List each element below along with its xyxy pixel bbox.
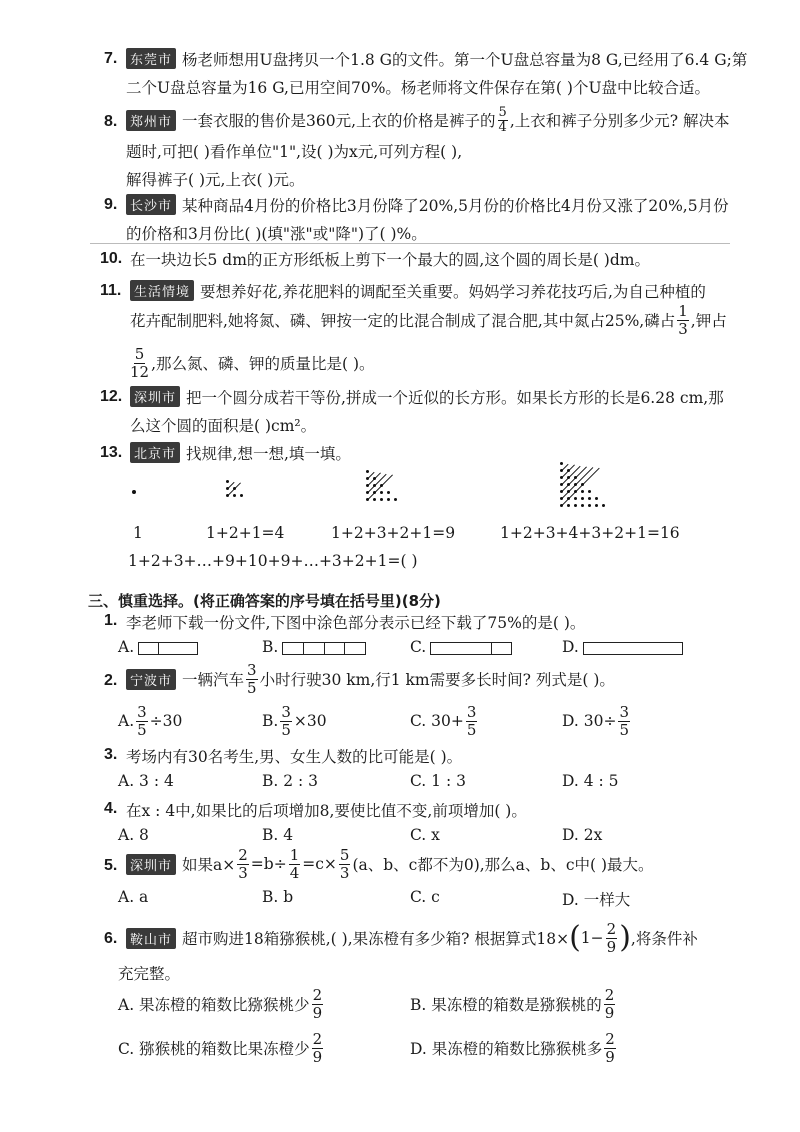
region-tag: 宁波市 xyxy=(126,669,176,690)
dot xyxy=(380,491,383,494)
option-label: A. xyxy=(118,638,135,656)
dot xyxy=(567,504,570,507)
question-11 xyxy=(130,280,706,302)
pattern-label: 1+2+1=4 xyxy=(206,524,285,542)
progress-bar-c xyxy=(430,642,512,655)
dot xyxy=(602,504,605,507)
option-text: 30÷ xyxy=(583,712,617,730)
option-text: ÷30 xyxy=(149,712,183,730)
question-8 xyxy=(126,104,729,136)
dot xyxy=(373,498,376,501)
dot xyxy=(588,504,591,507)
question-text: 1− xyxy=(580,929,604,947)
question-7 xyxy=(126,48,747,70)
fraction: $\frac{3}{5}$ xyxy=(281,702,291,739)
fraction: $\frac{2}{9}$ xyxy=(604,985,615,1022)
question-text: 小时行驶30 km,行1 km需要多长时间? 列式是( )。 xyxy=(259,671,615,689)
option-label: C. xyxy=(410,638,427,656)
fraction: $\frac{3}{5}$ xyxy=(247,660,257,697)
divider xyxy=(90,243,730,244)
question-text: 考场内有30名考生,男、女生人数的比可能是( )。 xyxy=(126,748,463,766)
option-d[interactable] xyxy=(562,638,683,656)
question-number: 11. xyxy=(100,282,122,299)
region-tag: 深圳市 xyxy=(130,386,180,407)
question-number: 3. xyxy=(104,746,118,763)
progress-bar-b xyxy=(282,642,366,655)
question-text: =c× xyxy=(302,855,337,873)
dot xyxy=(588,497,591,500)
question-text: =b÷ xyxy=(250,855,287,873)
paren-left: ( xyxy=(569,920,581,955)
question-12 xyxy=(130,386,724,408)
question-5 xyxy=(126,846,654,882)
question-text-row xyxy=(128,344,375,382)
dot xyxy=(380,498,383,501)
question-text: 一辆汽车 xyxy=(182,671,245,689)
question-text: 的价格和3月份比( )(填"涨"或"降")了( )%。 xyxy=(126,225,427,243)
question-text: ,将条件补 xyxy=(630,930,698,948)
question-text: 在x : 4中,如果比的后项增加8,要使比值不变,前项增加( )。 xyxy=(126,802,527,820)
option-d[interactable]: D. 4 : 5 xyxy=(562,772,619,790)
option-c[interactable]: C. c xyxy=(410,888,440,906)
question-text: 如果a× xyxy=(182,856,236,874)
dot xyxy=(240,494,243,497)
question-text: 么这个圆的面积是( )cm²。 xyxy=(130,417,317,435)
section-title: 三、慎重选择。(将正确答案的序号填在括号里)(8分) xyxy=(88,592,441,610)
region-tag: 长沙市 xyxy=(126,194,176,215)
option-label: B. xyxy=(262,638,279,656)
dot xyxy=(233,494,236,497)
option-c[interactable]: C. x xyxy=(410,826,440,844)
pattern-question: 1+2+3+…+9+10+9+…+3+2+1=( ) xyxy=(128,552,418,570)
question-text: 题时,可把( )看作单位"1",设( )为x元,可列方程( ), xyxy=(126,143,463,161)
option-text: B. 果冻橙的箱数是猕猴桃的 xyxy=(410,996,602,1014)
question-text: ,那么氮、磷、钾的质量比是( )。 xyxy=(151,355,375,373)
option-d[interactable] xyxy=(562,703,632,739)
question-text: ,上衣和裤子分别多少元? 解决本 xyxy=(509,112,730,130)
question-text: 李老师下载一份文件,下图中涂色部分表示已经下载了75%的是( )。 xyxy=(126,614,586,632)
dot-pattern-4 xyxy=(560,462,616,518)
fraction: $\frac{1}{4}$ xyxy=(289,845,300,882)
option-c[interactable] xyxy=(410,703,479,739)
question-number: 9. xyxy=(104,196,118,213)
question-9 xyxy=(126,194,729,216)
question-number: 7. xyxy=(104,50,118,67)
question-number: 4. xyxy=(104,800,118,817)
fraction: $\frac{1}{3}$ xyxy=(678,301,688,338)
dot xyxy=(387,498,390,501)
option-b[interactable]: B. 4 xyxy=(262,826,294,844)
option-b[interactable]: B. b xyxy=(262,888,294,906)
option-d[interactable] xyxy=(410,1030,618,1066)
region-tag: 深圳市 xyxy=(126,854,176,875)
dot xyxy=(574,504,577,507)
option-a[interactable]: A. a xyxy=(118,888,149,906)
question-text: 把一个圆分成若干等份,拼成一个近似的长方形。如果长方形的长是6.28 cm,那 xyxy=(186,389,724,407)
option-b[interactable] xyxy=(410,986,617,1022)
region-tag: 北京市 xyxy=(130,442,180,463)
dot-pattern-3 xyxy=(366,470,406,510)
question-text: 某种商品4月份的价格比3月份降了20%,5月份的价格比4月份又涨了20%,5月份 xyxy=(182,197,729,215)
fraction: $\frac{5}{3}$ xyxy=(339,845,350,882)
option-text: C. 猕猴桃的箱数比果冻橙少 xyxy=(118,1040,310,1058)
dot xyxy=(560,462,563,465)
option-text: A. 果冻橙的箱数比猕猴桃少 xyxy=(118,996,310,1014)
question-number: 1. xyxy=(104,612,118,629)
option-b[interactable] xyxy=(262,638,366,656)
option-a[interactable]: A. 8 xyxy=(118,826,149,844)
pattern-label: 1+2+3+4+3+2+1=16 xyxy=(500,524,680,542)
question-text: 花卉配制肥料,她将氮、磷、钾按一定的比混合制成了混合肥,其中氮占25%,磷占 xyxy=(130,312,676,330)
region-tag: 东莞市 xyxy=(126,48,176,69)
dot xyxy=(394,498,397,501)
dot xyxy=(574,497,577,500)
fraction: $\frac{2}{3}$ xyxy=(238,845,248,882)
option-b[interactable] xyxy=(262,703,327,739)
question-text: 二个U盘总容量为16 G,已用空间70%。杨老师将文件保存在第( )个U盘中比较合适。 xyxy=(126,79,711,97)
dot xyxy=(581,497,584,500)
option-label: D. xyxy=(562,638,579,656)
progress-bar-a xyxy=(138,642,198,655)
question-text: 解得裤子( )元,上衣( )元。 xyxy=(126,171,305,189)
question-number: 5. xyxy=(104,857,118,874)
question-6 xyxy=(126,918,698,958)
dot-pattern-1 xyxy=(130,488,140,498)
question-text: ,钾占 xyxy=(690,312,727,330)
option-b[interactable]: B. 2 : 3 xyxy=(262,772,319,790)
option-label: D. xyxy=(562,712,579,730)
option-a[interactable] xyxy=(118,703,182,739)
question-number: 8. xyxy=(104,113,118,130)
dot xyxy=(581,504,584,507)
option-d[interactable]: D. 2x xyxy=(562,826,603,844)
fraction: $\frac{3}{5}$ xyxy=(137,702,147,739)
fraction: $\frac{3}{5}$ xyxy=(619,702,630,739)
region-tag: 郑州市 xyxy=(126,110,176,131)
fraction: $\frac{2}{9}$ xyxy=(312,1029,323,1066)
region-tag: 鞍山市 xyxy=(126,928,176,949)
dot xyxy=(366,470,369,473)
dot xyxy=(595,497,598,500)
fraction: $\frac{3}{5}$ xyxy=(466,702,477,739)
question-text: (a、b、c都不为0),那么a、b、c中( )最大。 xyxy=(352,856,654,874)
question-text: 超市购进18箱猕猴桃,( ),果冻橙有多少箱? 根据算式18× xyxy=(182,930,570,948)
question-number: 13. xyxy=(100,444,123,461)
question-number: 10. xyxy=(100,250,123,267)
option-d[interactable]: D. 一样大 xyxy=(562,891,631,909)
question-number: 2. xyxy=(104,672,118,689)
paren-right: ) xyxy=(619,920,631,955)
dot xyxy=(226,480,229,483)
option-c[interactable]: C. 1 : 3 xyxy=(410,772,466,790)
question-text: 要想养好花,养花肥料的调配至关重要。妈妈学习养花技巧后,为自己种植的 xyxy=(200,283,706,301)
option-c[interactable] xyxy=(118,1030,325,1066)
pattern-label: 1 xyxy=(133,524,143,542)
option-label: B. xyxy=(262,712,279,730)
question-text: 在一块边长5 dm的正方形纸板上剪下一个最大的圆,这个圆的周长是( )dm。 xyxy=(130,251,650,269)
dot xyxy=(581,490,584,493)
question-number: 6. xyxy=(104,930,118,947)
option-a[interactable] xyxy=(118,638,198,656)
fraction: $\frac{2}{9}$ xyxy=(605,1029,615,1066)
dot xyxy=(387,491,390,494)
question-text: 杨老师想用U盘拷贝一个1.8 G的文件。第一个U盘总容量为8 G,已经用了6.4 G;第 xyxy=(182,51,748,69)
question-number: 12. xyxy=(100,388,123,405)
option-a[interactable] xyxy=(118,986,325,1022)
option-label: A. xyxy=(118,712,135,730)
question-text: 找规律,想一想,填一填。 xyxy=(186,445,351,463)
question-text-row xyxy=(130,300,727,340)
option-text: 30+ xyxy=(431,712,464,730)
option-c[interactable] xyxy=(410,638,512,656)
dot xyxy=(588,490,591,493)
option-text: D. 果冻橙的箱数比猕猴桃多 xyxy=(410,1040,603,1058)
option-text: ×30 xyxy=(293,712,327,730)
question-13 xyxy=(130,442,351,464)
scenario-tag: 生活情境 xyxy=(130,280,194,301)
progress-bar-d xyxy=(583,642,683,655)
dot-pattern-2 xyxy=(226,480,250,504)
dot xyxy=(595,504,598,507)
question-2 xyxy=(126,661,615,697)
fraction: $\frac{2}{9}$ xyxy=(606,919,617,956)
fraction: $\frac{5}{4}$ xyxy=(498,104,507,135)
fraction: $\frac{5}{12}$ xyxy=(130,344,150,381)
question-text: 充完整。 xyxy=(118,965,181,983)
option-a[interactable]: A. 3 : 4 xyxy=(118,772,174,790)
question-text: 一套衣服的售价是360元,上衣的价格是裤子的 xyxy=(182,112,496,130)
fraction: $\frac{2}{9}$ xyxy=(312,985,323,1022)
pattern-label: 1+2+3+2+1=9 xyxy=(331,524,456,542)
option-label: C. xyxy=(410,712,427,730)
